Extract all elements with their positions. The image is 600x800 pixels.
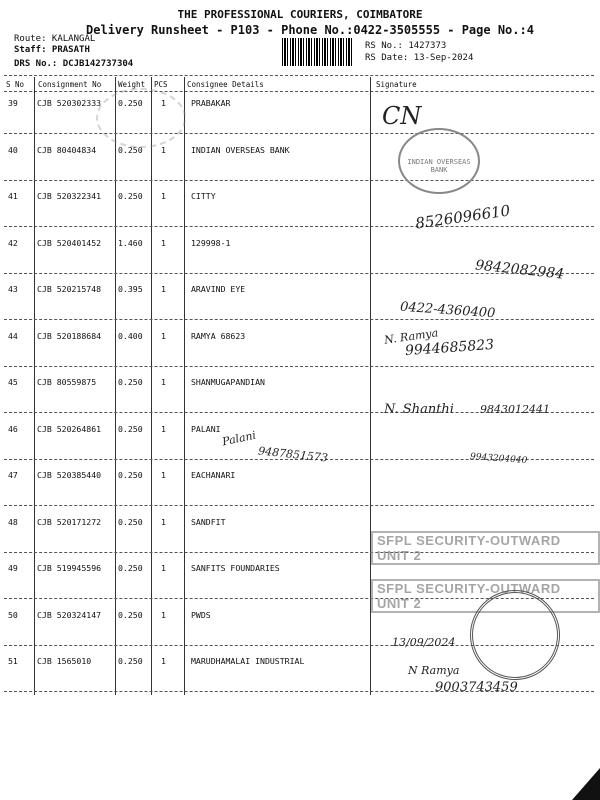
row-consignment: CJB 1565010 [37,656,92,666]
signature-45-name: N. Shanthi [384,402,454,417]
row-weight: 0.250 [118,98,143,108]
row-pcs: 1 [161,517,166,527]
colhead-rule [4,91,594,92]
signature-44-name: N. Ramya [383,326,439,347]
row-consignment: CJB 520385440 [37,470,102,480]
col-sno: S No [6,80,25,89]
row-consignee: PRABAKAR [191,98,231,108]
row-divider [4,180,594,181]
row-consignment: CJB 520215748 [37,284,102,294]
row-pcs: 1 [161,610,166,620]
row-sno: 39 [8,98,18,108]
company-title: THE PROFESSIONAL COURIERS, COIMBATORE [177,8,423,21]
row-sno: 47 [8,470,18,480]
signature-44-phone: 9944685823 [404,336,495,360]
signature-46-name: Palani [221,428,258,449]
signature-43: 0422-4360400 [399,299,496,322]
row-sno: 40 [8,145,18,155]
row-weight: 0.250 [118,517,143,527]
row-consignee: EACHANARI [191,470,236,480]
barcode [282,38,354,66]
row-divider [4,319,594,320]
rs-number: RS No.: 1427373 [365,41,447,51]
row-weight: 0.250 [118,563,143,573]
row-pcs: 1 [161,470,166,480]
row-weight: 0.395 [118,284,143,294]
drs-number: DRS No.: DCJB142737304 [14,59,134,69]
signature-50: 13/09/2024 [392,636,456,649]
row-consignee: RAMYA 68623 [191,331,246,341]
row-consignee: INDIAN OVERSEAS BANK [191,145,290,155]
row-weight: 0.250 [118,191,143,201]
row-consignee: MARUDHAMALAI INDUSTRIAL [191,656,305,666]
signature-51-phone: 9003743459 [435,680,518,695]
row-consignee: PALANI [191,424,221,434]
row-weight: 0.250 [118,656,143,666]
signature-42: 9842082984 [474,257,565,283]
round-seal [470,590,560,680]
vline [151,77,152,695]
vline [115,77,116,695]
row-sno: 49 [8,563,18,573]
col-signature: Signature [376,80,417,89]
row-weight: 0.250 [118,610,143,620]
row-consignee: PWDS [191,610,211,620]
row-weight: 0.250 [118,145,143,155]
rs-date: RS Date: 13-Sep-2024 [365,53,474,63]
row-consignment: CJB 519945596 [37,563,102,573]
row-consignee: SHANMUGAPANDIAN [191,377,265,387]
col-consignment: Consignment No [38,80,102,89]
row-consignment: CJB 520188684 [37,331,102,341]
row-sno: 41 [8,191,18,201]
row-weight: 0.250 [118,377,143,387]
vline [34,77,35,695]
row-pcs: 1 [161,145,166,155]
signature-45-phone: 9843012441 [480,403,550,416]
row-consignee: SANDFIT [191,517,226,527]
staff-label: Staff: PRASATH [14,45,90,55]
row-consignment: CJB 520264861 [37,424,102,434]
row-consignment: CJB 520324147 [37,610,102,620]
row-divider [4,133,594,134]
row-consignment: CJB 520171272 [37,517,102,527]
route-label: Route: KALANGAL [14,34,96,44]
row-pcs: 1 [161,656,166,666]
row-consignee: CITTY [191,191,216,201]
row-sno: 45 [8,377,18,387]
row-consignee: SANFITS FOUNDARIES [191,563,280,573]
col-consignee: Consignee Details [187,80,264,89]
row-pcs: 1 [161,563,166,573]
page-corner [572,768,600,800]
col-weight: Weight [118,80,146,89]
row-pcs: 1 [161,377,166,387]
row-sno: 50 [8,610,18,620]
bank-stamp [398,128,480,194]
row-pcs: 1 [161,331,166,341]
signature-39: CN [382,102,422,130]
signature-41: 8526096610 [414,201,512,233]
row-weight: 0.250 [118,470,143,480]
row-weight: 0.400 [118,331,143,341]
signature-51-name: N Ramya [408,664,460,677]
row-sno: 51 [8,656,18,666]
bank-stamp-text: INDIAN OVERSEAS BANK [407,158,471,174]
row-consignment: CJB 80404834 [37,145,97,155]
runsheet-subtitle: Delivery Runsheet - P103 - Phone No.:0422-3505555 - Page No.:4 [86,23,534,37]
signature-46-phone: 9487851573 [257,444,329,465]
row-divider [4,366,594,367]
row-pcs: 1 [161,191,166,201]
signature-47: 9943204040 [469,452,528,466]
security-stamp-48: SFPL SECURITY-OUTWARD UNIT 2 [371,531,600,565]
row-pcs: 1 [161,284,166,294]
row-consignee: ARAVIND EYE [191,284,246,294]
security-stamp-49: SFPL SECURITY-OUTWARD UNIT 2 [371,579,600,613]
row-consignment: CJB 80559875 [37,377,97,387]
row-sno: 42 [8,238,18,248]
row-sno: 43 [8,284,18,294]
row-divider [4,505,594,506]
row-consignment: CJB 520401452 [37,238,102,248]
row-sno: 48 [8,517,18,527]
row-pcs: 1 [161,424,166,434]
row-weight: 1.460 [118,238,143,248]
row-sno: 44 [8,331,18,341]
row-consignment: CJB 520322341 [37,191,102,201]
row-pcs: 1 [161,98,166,108]
row-consignee: 129998-1 [191,238,231,248]
row-weight: 0.250 [118,424,143,434]
row-sno: 46 [8,424,18,434]
faded-stamp [96,88,186,148]
vline [184,77,185,695]
col-pcs: PCS [154,80,168,89]
header-rule [4,75,594,76]
row-pcs: 1 [161,238,166,248]
row-divider [4,226,594,227]
row-consignment: CJB 520302333 [37,98,102,108]
